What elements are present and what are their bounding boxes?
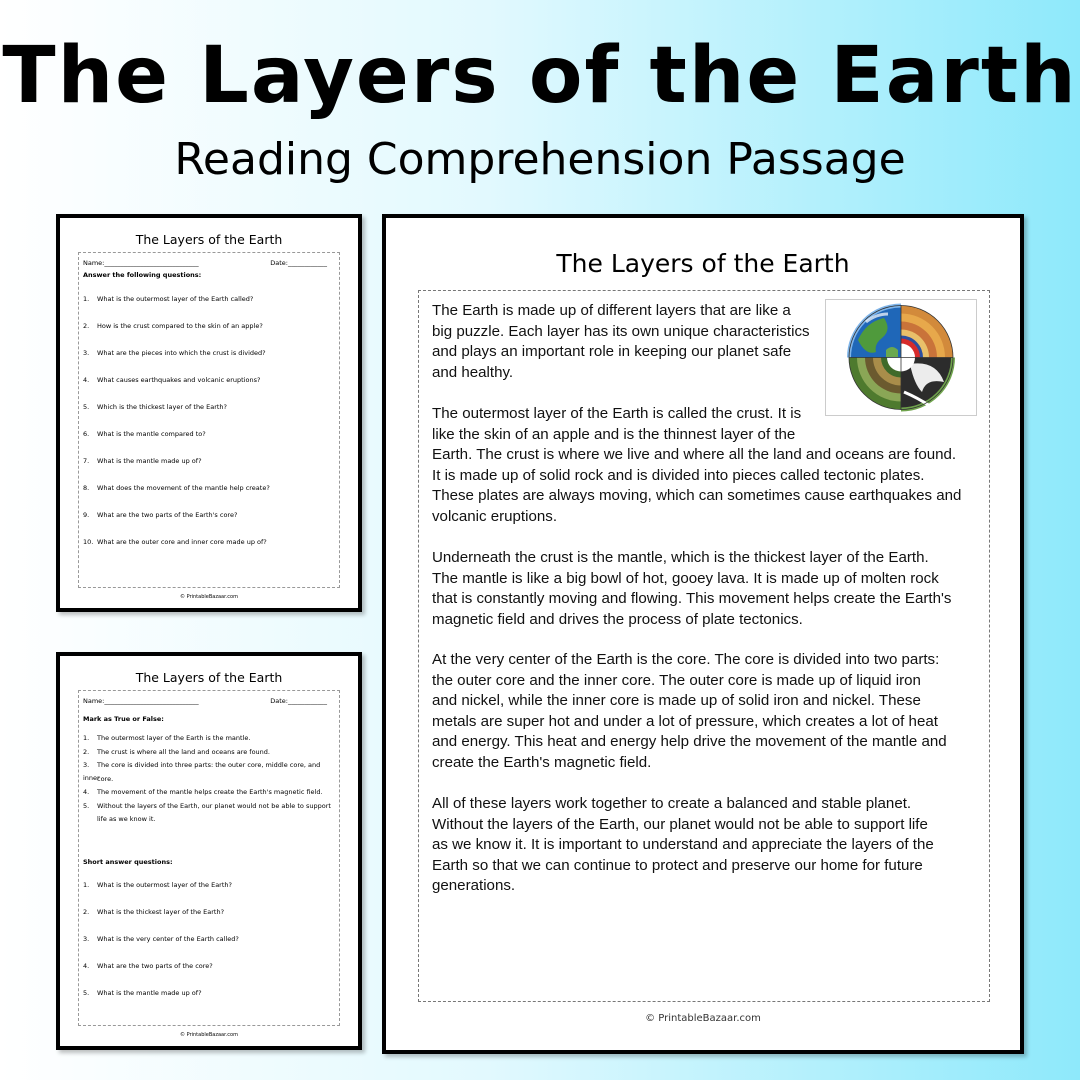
list-item <box>83 536 333 549</box>
item-text: What is the mantle compared to? <box>97 430 206 438</box>
item-number: 3. <box>83 349 90 357</box>
item-number: 5. <box>83 989 90 997</box>
list-item <box>83 509 333 522</box>
item-text: What causes earthquakes and volcanic eruptions? <box>97 376 261 384</box>
list-item <box>83 879 333 892</box>
list-item <box>83 293 333 306</box>
list-item <box>83 987 333 1000</box>
item-text: What is the mantle made up of? <box>97 457 202 465</box>
item-text: What are the outer core and inner core made up of? <box>97 538 267 546</box>
name-date-row <box>83 259 335 267</box>
item-number: 9. <box>83 511 90 519</box>
true-false-heading: Mark as True or False: <box>83 715 164 723</box>
passage-paragraph: The Earth is made up of different layers that are like a big puzzle. Each layer has its own unique characteristics and plays an important role in keeping our planet safe and healthy. <box>432 302 810 381</box>
list-item <box>83 732 333 745</box>
true-false-worksheet-preview <box>56 652 362 1050</box>
item-number: 2. <box>83 908 90 916</box>
list-item <box>83 347 333 360</box>
item-number: 10. <box>83 538 94 546</box>
passage-paragraph: The outermost layer of the Earth is called the crust. It is like the skin of an apple and is the thinnest layer of the Earth. The crust is where we live and where all the land and oceans are found. It is made up of solid rock and is divided into pieces called tectonic plates. These plates are always moving, which can sometimes cause earthquakes and volcanic eruptions. <box>432 405 962 525</box>
item-text: life as we know it. <box>97 815 156 823</box>
worksheet-content-box <box>78 252 340 588</box>
date-field-label: Date:____________ <box>270 259 327 267</box>
passage-box <box>418 290 990 1002</box>
earth-layers-graphic <box>826 300 976 415</box>
passage-title: The Layers of the Earth <box>556 249 850 278</box>
item-text: Which is the thickest layer of the Earth? <box>97 403 228 411</box>
worksheet-footer: © PrintableBazaar.com <box>180 1032 238 1038</box>
list-item <box>83 746 333 759</box>
list-item <box>83 960 333 973</box>
name-field-label: Name:_____________________________ <box>83 697 199 705</box>
item-number: 3. <box>83 935 90 943</box>
list-item <box>83 813 333 826</box>
passage-paragraph: Underneath the crust is the mantle, which is the thickest layer of the Earth. The mantle is like a big bowl of hot, gooey lava. It is made up of molten rock that is constantly moving and flowing. This movement helps create the Earth's magnetic field and drives the process of plate tectonics. <box>432 549 952 628</box>
list-item <box>83 482 333 495</box>
list-item <box>83 933 333 946</box>
item-text: What are the two parts of the core? <box>97 962 213 970</box>
item-text: What is the thickest layer of the Earth? <box>97 908 225 916</box>
passage-paragraph: At the very center of the Earth is the core. The core is divided into two parts: the outer core and the inner core. The outer core is made up of liquid iron and nickel, while the inner core is made up of solid iron and nickel. These metals are super hot and under a lot of pressure, which creates a lot of heat and energy. This heat and energy help drive the movement of the mantle and create the Earth's magnetic field. <box>432 651 947 771</box>
name-date-row <box>83 697 335 705</box>
item-text: What does the movement of the mantle help create? <box>97 484 270 492</box>
cover-title: The Layers of the Earth <box>2 31 1078 121</box>
item-text: What are the pieces into which the crust is divided? <box>97 349 266 357</box>
list-item <box>83 428 333 441</box>
cover-subtitle: Reading Comprehension Passage <box>174 134 906 185</box>
worksheet-footer: © PrintableBazaar.com <box>180 594 238 600</box>
item-number: 1. <box>83 881 90 889</box>
item-text: What are the two parts of the Earth's core? <box>97 511 238 519</box>
item-number: 6. <box>83 430 90 438</box>
item-number: 1. <box>83 734 90 742</box>
item-text: The core is divided into three parts: the outer core, middle core, and inner <box>83 761 321 782</box>
list-item <box>83 906 333 919</box>
item-number: 5. <box>83 801 90 810</box>
earth-layers-illustration <box>825 299 977 416</box>
list-item <box>83 455 333 468</box>
item-number: 4. <box>83 788 90 796</box>
item-text: The movement of the mantle helps create the Earth's magnetic field. <box>97 788 323 796</box>
item-number: 4. <box>83 962 90 970</box>
reading-passage-page <box>382 214 1024 1054</box>
worksheet-title: The Layers of the Earth <box>135 670 283 685</box>
item-text: core. <box>97 774 114 783</box>
questions-heading: Answer the following questions: <box>83 271 202 279</box>
list-item <box>83 800 333 813</box>
item-number: 1. <box>83 295 90 303</box>
item-text: What is the mantle made up of? <box>97 989 202 997</box>
item-number: 2. <box>83 322 90 330</box>
list-item <box>83 401 333 414</box>
item-text: What is the very center of the Earth called? <box>97 935 239 943</box>
item-number: 2. <box>83 747 90 756</box>
item-text: What is the outermost layer of the Earth called? <box>97 295 254 303</box>
item-number: 3. <box>83 761 90 769</box>
list-item <box>83 786 333 799</box>
item-text: Without the layers of the Earth, our planet would not be able to support <box>97 801 331 810</box>
item-text: The outermost layer of the Earth is the mantle. <box>97 734 251 742</box>
name-field-label: Name:_____________________________ <box>83 259 199 267</box>
item-number: 4. <box>83 376 90 384</box>
passage-paragraph: All of these layers work together to create a balanced and stable planet. Without the layers of the Earth, our planet would not be able to support life as we know it. It is important to understand and appreciate the layers of the Earth so that we can continue to protect and preserve our home for future generations. <box>432 795 934 895</box>
item-number: 7. <box>83 457 90 465</box>
short-answer-heading: Short answer questions: <box>83 858 173 866</box>
list-item <box>83 320 333 333</box>
item-text: The crust is where all the land and oceans are found. <box>97 747 270 756</box>
passage-footer: © PrintableBazaar.com <box>645 1013 761 1024</box>
item-number: 8. <box>83 484 90 492</box>
worksheet-content-box <box>78 690 340 1026</box>
list-item <box>83 773 333 786</box>
item-text: What is the outermost layer of the Earth? <box>97 881 232 889</box>
worksheet-title: The Layers of the Earth <box>135 232 283 247</box>
list-item <box>83 374 333 387</box>
item-text: How is the crust compared to the skin of an apple? <box>97 322 263 330</box>
item-number: 5. <box>83 403 90 411</box>
date-field-label: Date:____________ <box>270 697 327 705</box>
questions-worksheet-preview <box>56 214 362 612</box>
